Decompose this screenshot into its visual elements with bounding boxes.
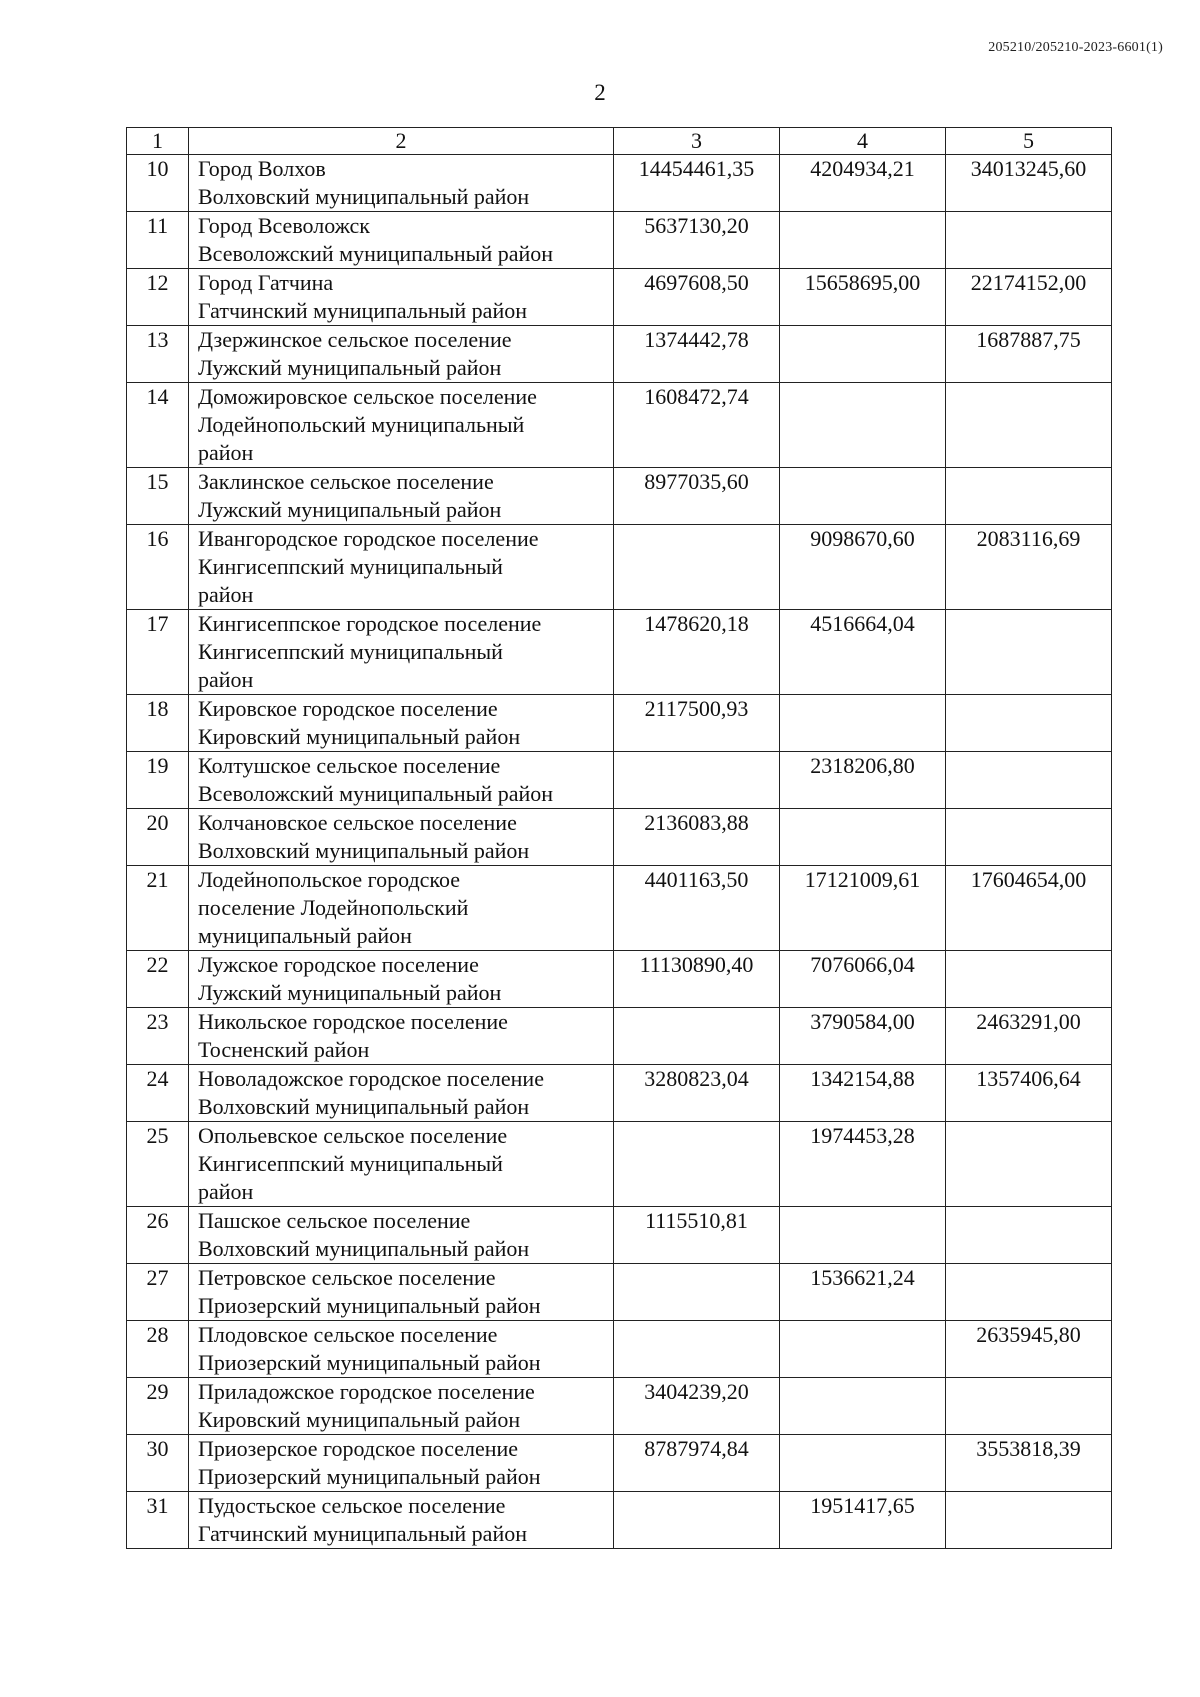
column-5-value-cell: 22174152,00 bbox=[946, 269, 1112, 326]
column-4-value-cell: 4516664,04 bbox=[780, 610, 946, 695]
column-5-value-cell bbox=[946, 1378, 1112, 1435]
column-3-value-cell: 3404239,20 bbox=[614, 1378, 780, 1435]
table-header-row bbox=[127, 128, 1112, 155]
table-row bbox=[127, 326, 1112, 383]
municipality-name-cell bbox=[189, 1492, 614, 1549]
column-4-value-cell: 1974453,28 bbox=[780, 1122, 946, 1207]
municipality-name-line: Колтушское сельское поселение bbox=[198, 753, 501, 778]
municipality-name-cell bbox=[189, 525, 614, 610]
column-5-value-cell bbox=[946, 383, 1112, 468]
column-header-1: 1 bbox=[127, 128, 189, 155]
column-3-value-cell: 14454461,35 bbox=[614, 155, 780, 212]
table-row bbox=[127, 866, 1112, 951]
row-number-cell: 18 bbox=[127, 695, 189, 752]
municipality-name-line: Лодейнопольское городское bbox=[198, 867, 461, 892]
municipality-name-cell bbox=[189, 468, 614, 525]
column-3-value-cell bbox=[614, 1321, 780, 1378]
row-number-cell: 10 bbox=[127, 155, 189, 212]
row-number-cell: 19 bbox=[127, 752, 189, 809]
municipality-name-cell bbox=[189, 1008, 614, 1065]
municipality-name-line: Заклинское сельское поселение bbox=[198, 469, 494, 494]
column-header-4: 4 bbox=[780, 128, 946, 155]
municipality-name-line: Волховский муниципальный район bbox=[198, 1094, 530, 1119]
municipality-name-cell bbox=[189, 1264, 614, 1321]
row-number-cell: 20 bbox=[127, 809, 189, 866]
row-number-cell: 22 bbox=[127, 951, 189, 1008]
column-header-2: 2 bbox=[189, 128, 614, 155]
municipality-name-line: Плодовское сельское поселение bbox=[198, 1322, 498, 1347]
column-5-value-cell bbox=[946, 1492, 1112, 1549]
municipality-name-cell bbox=[189, 269, 614, 326]
row-number-cell: 17 bbox=[127, 610, 189, 695]
column-5-value-cell: 2635945,80 bbox=[946, 1321, 1112, 1378]
table-row bbox=[127, 951, 1112, 1008]
row-number-cell: 29 bbox=[127, 1378, 189, 1435]
column-3-value-cell: 8787974,84 bbox=[614, 1435, 780, 1492]
column-4-value-cell bbox=[780, 212, 946, 269]
column-4-value-cell: 3790584,00 bbox=[780, 1008, 946, 1065]
column-5-value-cell: 1687887,75 bbox=[946, 326, 1112, 383]
column-3-value-cell bbox=[614, 752, 780, 809]
municipality-name-line: Петровское сельское поселение bbox=[198, 1265, 496, 1290]
row-number-cell: 21 bbox=[127, 866, 189, 951]
column-3-value-cell: 11130890,40 bbox=[614, 951, 780, 1008]
column-3-value-cell bbox=[614, 1264, 780, 1321]
row-number-cell: 25 bbox=[127, 1122, 189, 1207]
table-row bbox=[127, 525, 1112, 610]
municipality-name-line: Новоладожское городское поселение bbox=[198, 1066, 544, 1091]
municipality-name-cell bbox=[189, 326, 614, 383]
table-row bbox=[127, 1378, 1112, 1435]
municipality-name-line: район bbox=[198, 667, 254, 692]
column-4-value-cell: 7076066,04 bbox=[780, 951, 946, 1008]
municipality-name-line: Кингисеппский муниципальный bbox=[198, 1151, 503, 1176]
column-5-value-cell bbox=[946, 752, 1112, 809]
municipality-name-line: Кировский муниципальный район bbox=[198, 1407, 521, 1432]
column-5-value-cell: 2083116,69 bbox=[946, 525, 1112, 610]
data-table bbox=[126, 127, 1112, 1549]
municipality-name-line: Кировский муниципальный район bbox=[198, 724, 521, 749]
column-5-value-cell bbox=[946, 610, 1112, 695]
municipality-name-line: район bbox=[198, 1179, 254, 1204]
column-4-value-cell bbox=[780, 1207, 946, 1264]
table-row bbox=[127, 610, 1112, 695]
column-5-value-cell bbox=[946, 1264, 1112, 1321]
municipality-name-line: Город Волхов bbox=[198, 156, 326, 181]
municipality-name-line: Приозерский муниципальный район bbox=[198, 1293, 541, 1318]
municipality-name-line: Гатчинский муниципальный район bbox=[198, 1521, 527, 1546]
row-number-cell: 13 bbox=[127, 326, 189, 383]
row-number-cell: 31 bbox=[127, 1492, 189, 1549]
column-5-value-cell bbox=[946, 1207, 1112, 1264]
column-3-value-cell: 4401163,50 bbox=[614, 866, 780, 951]
column-5-value-cell bbox=[946, 695, 1112, 752]
municipality-name-cell bbox=[189, 752, 614, 809]
municipality-name-cell bbox=[189, 1065, 614, 1122]
municipality-name-line: Лужский муниципальный район bbox=[198, 980, 502, 1005]
municipality-name-line: Лужский муниципальный район bbox=[198, 497, 502, 522]
municipality-name-line: поселение Лодейнопольский bbox=[198, 895, 469, 920]
column-3-value-cell: 1608472,74 bbox=[614, 383, 780, 468]
column-5-value-cell bbox=[946, 951, 1112, 1008]
municipality-name-line: Волховский муниципальный район bbox=[198, 838, 530, 863]
row-number-cell: 27 bbox=[127, 1264, 189, 1321]
column-3-value-cell: 1374442,78 bbox=[614, 326, 780, 383]
row-number-cell: 28 bbox=[127, 1321, 189, 1378]
column-5-value-cell: 1357406,64 bbox=[946, 1065, 1112, 1122]
row-number-cell: 11 bbox=[127, 212, 189, 269]
column-3-value-cell: 1478620,18 bbox=[614, 610, 780, 695]
row-number-cell: 12 bbox=[127, 269, 189, 326]
table-row bbox=[127, 1264, 1112, 1321]
municipality-name-line: Тосненский район bbox=[198, 1037, 370, 1062]
column-4-value-cell bbox=[780, 383, 946, 468]
table-row bbox=[127, 1122, 1112, 1207]
municipality-name-line: Город Всеволожск bbox=[198, 213, 370, 238]
column-header-3: 3 bbox=[614, 128, 780, 155]
column-4-value-cell bbox=[780, 468, 946, 525]
column-4-value-cell bbox=[780, 1378, 946, 1435]
column-4-value-cell: 9098670,60 bbox=[780, 525, 946, 610]
column-4-value-cell bbox=[780, 809, 946, 866]
column-3-value-cell: 8977035,60 bbox=[614, 468, 780, 525]
municipality-name-line: Город Гатчина bbox=[198, 270, 334, 295]
municipality-name-cell bbox=[189, 1321, 614, 1378]
row-number-cell: 24 bbox=[127, 1065, 189, 1122]
municipality-name-line: Кировское городское поселение bbox=[198, 696, 498, 721]
municipality-name-line: Опольевское сельское поселение bbox=[198, 1123, 508, 1148]
municipality-name-line: район bbox=[198, 440, 254, 465]
table-body bbox=[127, 155, 1112, 1549]
municipality-name-cell bbox=[189, 383, 614, 468]
column-3-value-cell: 2136083,88 bbox=[614, 809, 780, 866]
municipality-name-line: Лужский муниципальный район bbox=[198, 355, 502, 380]
municipality-name-line: Лужское городское поселение bbox=[198, 952, 479, 977]
column-5-value-cell: 2463291,00 bbox=[946, 1008, 1112, 1065]
municipality-name-cell bbox=[189, 212, 614, 269]
row-number-cell: 26 bbox=[127, 1207, 189, 1264]
table-row bbox=[127, 1492, 1112, 1549]
municipality-name-line: муниципальный район bbox=[198, 923, 412, 948]
municipality-name-line: Приозерское городское поселение bbox=[198, 1436, 519, 1461]
table-row bbox=[127, 1065, 1112, 1122]
municipality-name-line: Доможировское сельское поселение bbox=[198, 384, 537, 409]
municipality-name-line: Лодейнопольский муниципальный bbox=[198, 412, 525, 437]
column-3-value-cell: 5637130,20 bbox=[614, 212, 780, 269]
municipality-name-cell bbox=[189, 1122, 614, 1207]
municipality-name-cell bbox=[189, 809, 614, 866]
column-3-value-cell: 4697608,50 bbox=[614, 269, 780, 326]
municipality-name-line: Кингисеппское городское поселение bbox=[198, 611, 542, 636]
municipality-name-cell bbox=[189, 1435, 614, 1492]
column-4-value-cell: 1342154,88 bbox=[780, 1065, 946, 1122]
column-3-value-cell bbox=[614, 1122, 780, 1207]
column-4-value-cell: 1951417,65 bbox=[780, 1492, 946, 1549]
municipality-name-line: Всеволожский муниципальный район bbox=[198, 241, 554, 266]
column-5-value-cell: 3553818,39 bbox=[946, 1435, 1112, 1492]
column-3-value-cell bbox=[614, 1492, 780, 1549]
table-row bbox=[127, 1321, 1112, 1378]
table-row bbox=[127, 752, 1112, 809]
row-number-cell: 15 bbox=[127, 468, 189, 525]
column-5-value-cell: 17604654,00 bbox=[946, 866, 1112, 951]
municipality-name-line: Кингисеппский муниципальный bbox=[198, 554, 503, 579]
municipality-name-line: Приладожское городское поселение bbox=[198, 1379, 535, 1404]
column-3-value-cell: 3280823,04 bbox=[614, 1065, 780, 1122]
column-5-value-cell bbox=[946, 212, 1112, 269]
municipality-name-cell bbox=[189, 1207, 614, 1264]
municipality-name-line: Никольское городское поселение bbox=[198, 1009, 508, 1034]
municipality-name-line: Дзержинское сельское поселение bbox=[198, 327, 512, 352]
table-row bbox=[127, 468, 1112, 525]
column-3-value-cell: 2117500,93 bbox=[614, 695, 780, 752]
municipality-name-line: Пашское сельское поселение bbox=[198, 1208, 471, 1233]
column-5-value-cell bbox=[946, 468, 1112, 525]
municipality-name-cell bbox=[189, 610, 614, 695]
municipality-name-line: Ивангородское городское поселение bbox=[198, 526, 539, 551]
municipality-name-cell bbox=[189, 951, 614, 1008]
column-3-value-cell: 1115510,81 bbox=[614, 1207, 780, 1264]
page-number: 2 bbox=[594, 80, 606, 105]
municipality-name-line: Пудостьское сельское поселение bbox=[198, 1493, 506, 1518]
municipality-name-cell bbox=[189, 1378, 614, 1435]
municipality-name-line: Колчановское сельское поселение bbox=[198, 810, 517, 835]
column-4-value-cell bbox=[780, 326, 946, 383]
column-5-value-cell bbox=[946, 1122, 1112, 1207]
municipality-name-line: Кингисеппский муниципальный bbox=[198, 639, 503, 664]
column-4-value-cell: 4204934,21 bbox=[780, 155, 946, 212]
municipality-name-line: Приозерский муниципальный район bbox=[198, 1464, 541, 1489]
municipality-name-line: район bbox=[198, 582, 254, 607]
row-number-cell: 16 bbox=[127, 525, 189, 610]
table-row bbox=[127, 1207, 1112, 1264]
row-number-cell: 14 bbox=[127, 383, 189, 468]
column-4-value-cell: 17121009,61 bbox=[780, 866, 946, 951]
municipality-name-cell bbox=[189, 695, 614, 752]
column-4-value-cell bbox=[780, 1321, 946, 1378]
table-row bbox=[127, 1435, 1112, 1492]
municipality-name-cell bbox=[189, 155, 614, 212]
table-row bbox=[127, 269, 1112, 326]
column-4-value-cell bbox=[780, 695, 946, 752]
table-row bbox=[127, 212, 1112, 269]
municipality-name-line: Волховский муниципальный район bbox=[198, 184, 530, 209]
column-header-5: 5 bbox=[946, 128, 1112, 155]
table-row bbox=[127, 1008, 1112, 1065]
column-4-value-cell bbox=[780, 1435, 946, 1492]
table-row bbox=[127, 809, 1112, 866]
column-4-value-cell: 1536621,24 bbox=[780, 1264, 946, 1321]
municipality-name-line: Приозерский муниципальный район bbox=[198, 1350, 541, 1375]
column-4-value-cell: 15658695,00 bbox=[780, 269, 946, 326]
row-number-cell: 30 bbox=[127, 1435, 189, 1492]
table-row bbox=[127, 383, 1112, 468]
municipality-name-line: Волховский муниципальный район bbox=[198, 1236, 530, 1261]
column-3-value-cell bbox=[614, 525, 780, 610]
municipality-name-line: Гатчинский муниципальный район bbox=[198, 298, 527, 323]
table-row bbox=[127, 695, 1112, 752]
document-id: 205210/205210-2023-6601(1) bbox=[988, 40, 1163, 55]
table-row bbox=[127, 155, 1112, 212]
column-3-value-cell bbox=[614, 1008, 780, 1065]
row-number-cell: 23 bbox=[127, 1008, 189, 1065]
column-5-value-cell: 34013245,60 bbox=[946, 155, 1112, 212]
municipality-name-cell bbox=[189, 866, 614, 951]
column-4-value-cell: 2318206,80 bbox=[780, 752, 946, 809]
column-5-value-cell bbox=[946, 809, 1112, 866]
municipality-name-line: Всеволожский муниципальный район bbox=[198, 781, 554, 806]
